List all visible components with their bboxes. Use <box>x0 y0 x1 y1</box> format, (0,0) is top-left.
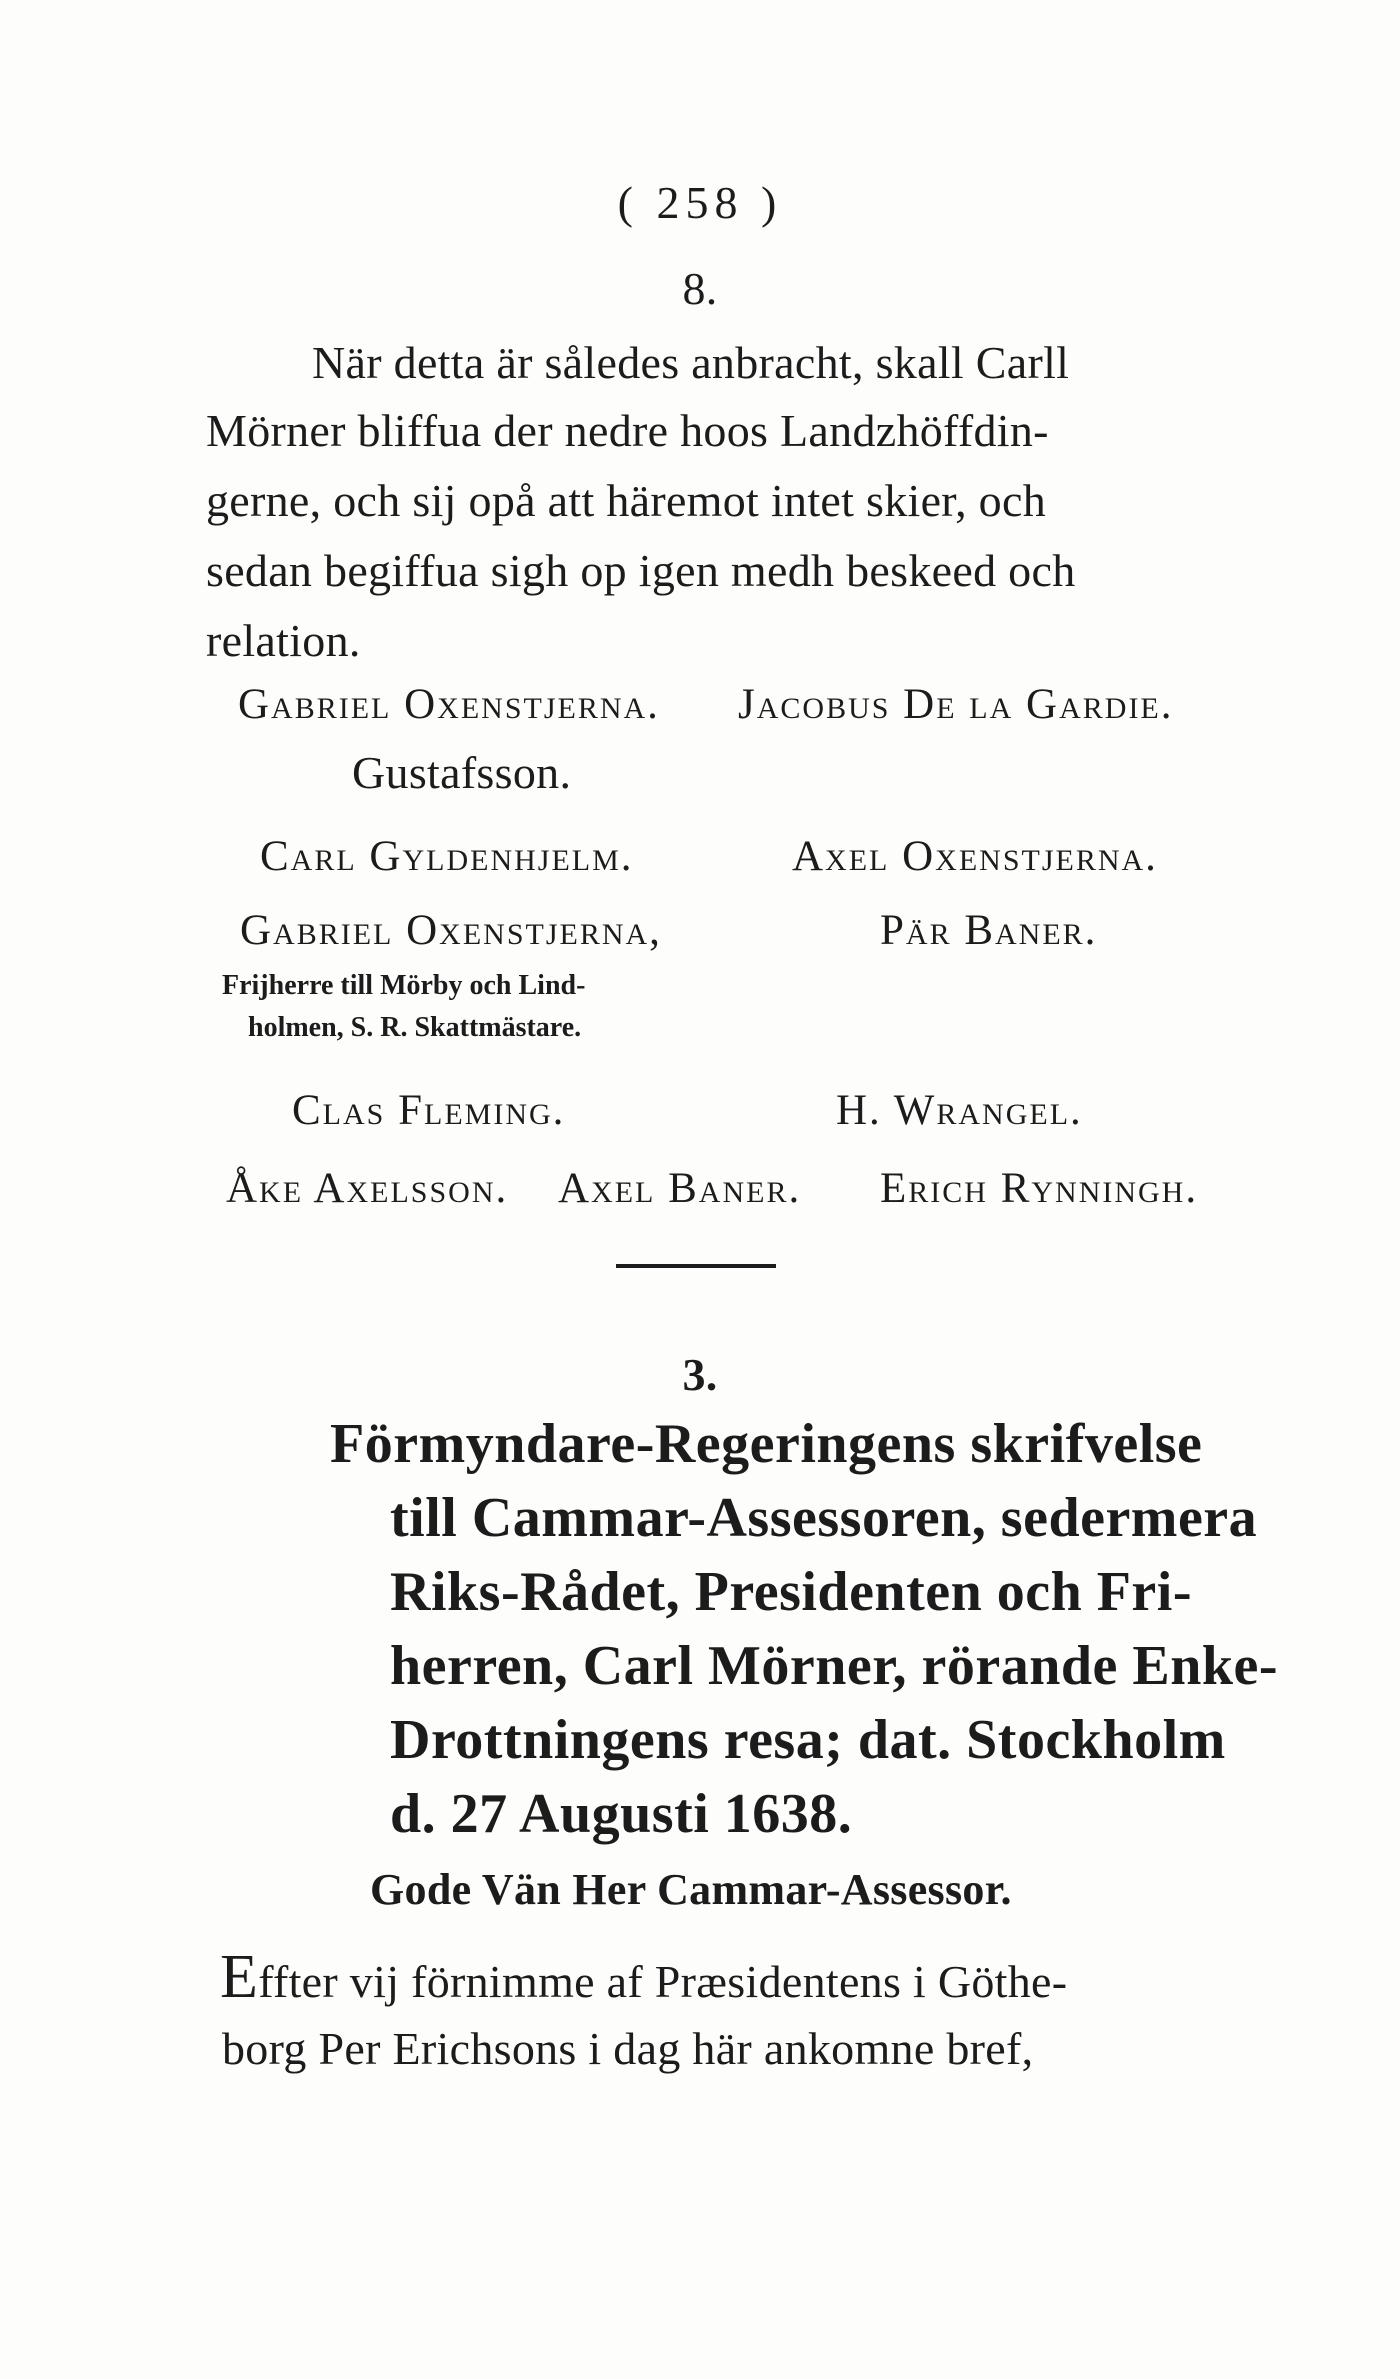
page-number: ( 258 ) <box>617 177 783 228</box>
signature-title-line: Frijherre till Mörby och Lind- <box>222 970 586 1001</box>
signature-title-line: holmen, S. R. Skattmästare. <box>248 1012 582 1043</box>
signature-clas-fleming: Clas Fleming. <box>292 1087 566 1134</box>
heading-line: d. 27 Augusti 1638. <box>390 1783 853 1845</box>
letter-line-text: ffter vij förnimme af Præsidentens i Göthe- <box>258 1956 1068 2007</box>
signature-ake-axelsson: Åke Axelsson. <box>226 1165 509 1212</box>
signature-axel-oxenstjerna: Axel Oxenstjerna. <box>792 833 1158 880</box>
signature-gustafsson: Gustafsson. <box>352 747 572 798</box>
section-divider <box>616 1264 776 1268</box>
signature-par-baner: Pär Baner. <box>880 907 1098 954</box>
signature-gabriel-oxenstjerna-2: Gabriel Oxenstjerna, <box>240 907 662 954</box>
paragraph-line: sedan begiffua sigh op igen medh beskeed och <box>206 545 1076 596</box>
heading-line: Drottningens resa; dat. Stockholm <box>390 1709 1226 1771</box>
drop-cap: E <box>220 1943 259 2011</box>
signature-h-wrangel: H. Wrangel. <box>836 1087 1083 1134</box>
heading-line: till Cammar-Assessoren, sedermera <box>390 1487 1258 1549</box>
signature-jacobus-de-la-gardie: Jacobus De la Gardie. <box>738 681 1174 728</box>
heading-line: Förmyndare-Regeringens skrifvelse <box>330 1413 1203 1475</box>
paragraph-line: Mörner bliffua der nedre hoos Landzhöffdin- <box>206 405 1049 456</box>
heading-line: Riks-Rådet, Presidenten och Fri- <box>390 1561 1192 1623</box>
heading-line: herren, Carl Mörner, rörande Enke- <box>390 1635 1278 1697</box>
paragraph-line: relation. <box>206 615 361 666</box>
signature-erich-rynningh: Erich Rynningh. <box>880 1165 1199 1212</box>
signature-axel-baner: Axel Baner. <box>558 1165 802 1212</box>
salutation: Gode Vän Her Cammar-Assessor. <box>370 1865 1012 1914</box>
paragraph-line: gerne, och sij opå att häremot intet skier, och <box>206 475 1046 526</box>
paragraph-line: När detta är således anbracht, skall Carll <box>312 337 1070 388</box>
signature-carl-gyldenhjelm: Carl Gyldenhjelm. <box>260 833 634 880</box>
letter-line <box>220 1942 1067 2013</box>
section-number: 8. <box>682 263 718 314</box>
signature-gabriel-oxenstjerna: Gabriel Oxenstjerna. <box>238 681 660 728</box>
section-number: 3. <box>682 1349 718 1400</box>
letter-line: borg Per Erichsons i dag här ankomne bref, <box>222 2023 1034 2074</box>
